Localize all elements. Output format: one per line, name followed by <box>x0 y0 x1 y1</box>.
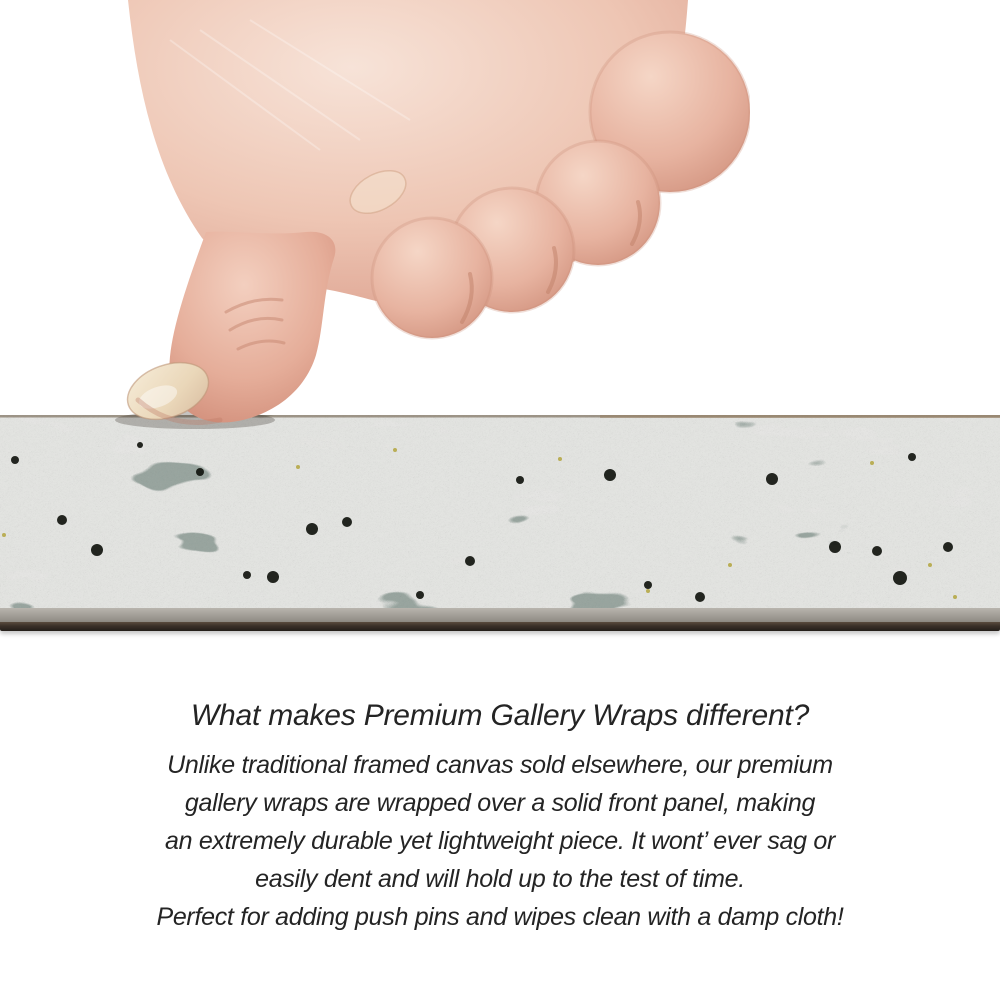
canvas-grain <box>0 415 1000 608</box>
panel-side-edge <box>0 608 1000 622</box>
caption-line-3: an extremely durable yet lightweight piece. It wont’ ever sag or <box>164 827 836 855</box>
caption-line-5: Perfect for adding push pins and wipes clean with a damp cloth! <box>156 903 844 931</box>
hand-photo <box>110 0 750 432</box>
caption-section <box>0 698 1000 936</box>
canvas-strip <box>0 415 1000 631</box>
caption-heading: What makes Premium Gallery Wraps different? <box>190 699 810 732</box>
hand-illustration <box>110 0 750 432</box>
caption-line-4: easily dent and will hold up to the test of time. <box>255 865 745 893</box>
caption-line-1: Unlike traditional framed canvas sold elsewhere, our premium <box>167 751 833 779</box>
canvas-paint-art <box>0 415 1000 608</box>
caption-line-2: gallery wraps are wrapped over a solid front panel, making <box>184 789 816 817</box>
panel-dark-edge <box>0 622 1000 631</box>
canvas-texture <box>0 415 1000 608</box>
